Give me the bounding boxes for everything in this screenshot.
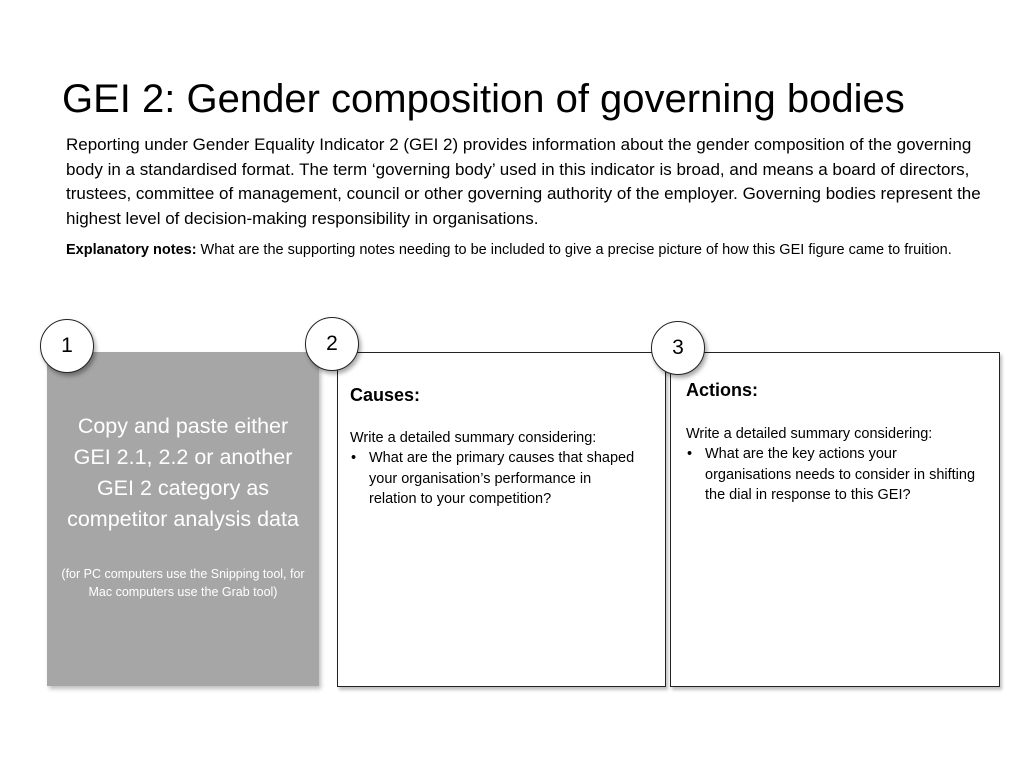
competitor-data-placeholder[interactable] [47, 352, 319, 686]
causes-bullet-item [350, 448, 640, 510]
competitor-data-instruction: Copy and paste either GEI 2.1, 2.2 or another GEI 2 category as competitor analysis data [67, 414, 299, 531]
explanatory-notes-text: What are the supporting notes needing to be included to give a precise picture of how this GEI figure came to fruition. [196, 242, 952, 258]
causes-box[interactable] [337, 352, 666, 687]
causes-heading: Causes: [350, 385, 421, 405]
actions-bullet-list [686, 444, 986, 506]
explanatory-notes-label: Explanatory notes: [66, 242, 197, 258]
bullet-icon: • [351, 450, 357, 466]
explanatory-notes [66, 240, 976, 261]
causes-bullet-text: What are the primary causes that shaped your organisation’s performance in relation to your competition? [369, 450, 635, 507]
step-number-1: 1 [40, 319, 94, 373]
competitor-data-tool-hint: (for PC computers use the Snipping tool, for Mac computers use the Grab tool) [61, 567, 305, 599]
actions-bullet-item [686, 444, 986, 506]
step-number-2: 2 [305, 317, 359, 371]
actions-box[interactable] [670, 352, 1000, 687]
bullet-icon: • [687, 446, 693, 462]
intro-paragraph: Reporting under Gender Equality Indicator 2 (GEI 2) provides information about the gender composition of the governing body in a standardised format. The term ‘governing body’ used in this indicator is broad, and means a board of directors, trustees, committee of management, council or other governing authority of the employer. Governing bodies represent the highest level of decision-making responsibility in organisations. [66, 135, 981, 228]
actions-lead: Write a detailed summary considering: [686, 426, 933, 442]
step-number-3: 3 [651, 321, 705, 375]
causes-bullet-list [350, 448, 640, 510]
page-title: GEI 2: Gender composition of governing bodies [62, 77, 905, 121]
causes-lead: Write a detailed summary considering: [350, 430, 597, 446]
actions-heading: Actions: [686, 380, 758, 400]
actions-bullet-text: What are the key actions your organisations needs to consider in shifting the dial in response to this GEI? [705, 446, 976, 503]
